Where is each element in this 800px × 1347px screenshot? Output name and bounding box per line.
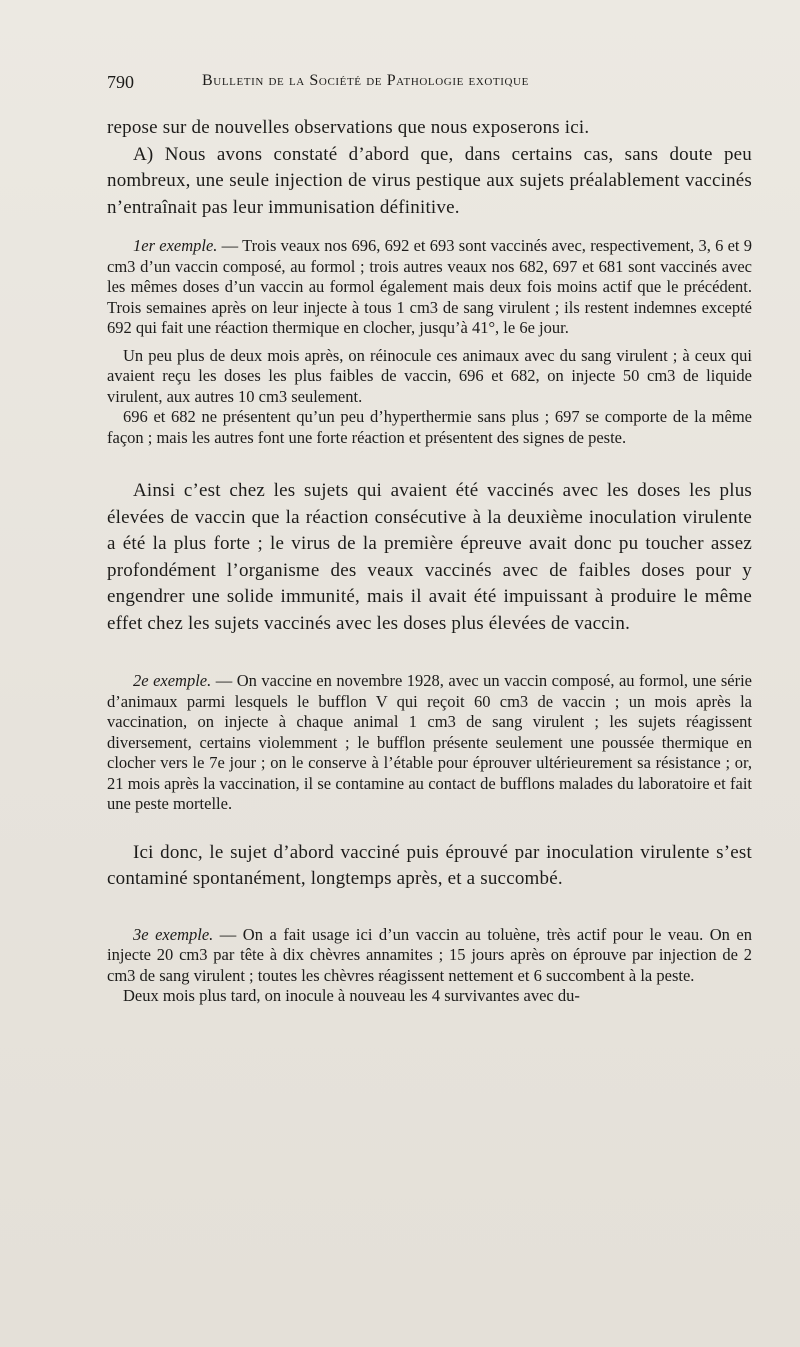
page-number: 790 [107,72,134,92]
interpretation-paragraph: Ainsi c’est chez les sujets qui avaient été vaccinés avec les doses les plus élevées de vaccin que la réaction consécutive à la deuxième inoculation virulente a été la plus forte ; le virus de la première épreuve avait donc pu toucher assez profondément l’organisme des veaux vaccinés avec de faibles doses pour y engendrer une solide immunité, mais il avait été impuissant à produire le même effet chez les sujets vaccinés avec les doses plus élevées de vaccin. [107,480,752,634]
page-content [107,115,752,1007]
example-1-second-paragraph: Un peu plus de deux mois après, on réinocule ces animaux avec du sang virulent ; à ceux qui avaient reçu les doses les plus faibles de vaccin, 696 et 682, on injecte 50 cm3 de liquide virulent, aux autres 10 cm3 seulement. [107,345,752,406]
example-2-paragraph [107,671,752,815]
running-header [107,72,757,96]
example-1-label: 1er exemple. [133,236,218,255]
example-1-paragraph [107,236,752,339]
section-a-paragraph: A) Nous avons constaté d’abord que, dans certains cas, sans doute peu nombreux, une seule injection de virus pestique aux sujets préalablement vaccinés n’entraînait pas leur immunisation définitive. [107,143,752,218]
example-3-second-paragraph: Deux mois plus tard, on inocule à nouveau les 4 survivantes avec du- [123,986,580,1005]
example-1-text: — Trois veaux nos 696, 692 et 693 sont vaccinés avec, respectivement, 3, 6 et 9 cm3 d’un vaccin composé, au formol ; trois autres veaux nos 682, 697 et 681 sont vaccinés avec les mêmes doses d’un vaccin au formol également mais deux fois moins actif que le précédent. Trois semaines après on leur injecte à tous 1 cm3 de sang virulent ; ils restent indemnes excepté 692 qui fait une réaction thermique en clocher, jusqu’à 41°, le 6e jour. [107,236,752,337]
journal-title: Bulletin de la Société de Pathologie exotique [202,72,529,89]
opening-line: repose sur de nouvelles observations que nous exposerons ici. [107,117,590,138]
conclusion-paragraph: Ici donc, le sujet d’abord vacciné puis éprouvé par inoculation virulente s’est contaminé spontanément, longtemps après, et a succombé. [107,841,752,889]
example-3-label: 3e exemple. [133,924,214,944]
example-1-third-paragraph: 696 et 682 ne présentent qu’un peu d’hyperthermie sans plus ; 697 se comporte de la même façon ; mais les autres font une forte réaction et présentent des signes de peste. [107,407,752,447]
example-3-text: — On a fait usage ici d’un vaccin au toluène, très actif pour le veau. On en injecte 20 cm3 par tête à dix chèvres annamites ; 15 jours après on éprouve par injection de 2 cm3 de sang virulent ; toutes les chèvres réagissent nettement et 6 succombent à la peste. [107,924,752,985]
example-3-paragraph [107,925,752,987]
example-2-label: 2e exemple. [133,671,212,690]
example-2-text: — On vaccine en novembre 1928, avec un vaccin composé, au formol, une série d’animaux parmi lesquels le bufflon V qui reçoit 60 cm3 de vaccin ; un mois après la vaccination, on injecte à chaque animal 1 cm3 de sang virulent ; les sujets réagissent diversement, certains violemment ; le bufflon présente seulement une poussée thermique en clocher vers le 7e jour ; on le conserve à l’étable pour éprouver ultérieurement sa résistance ; or, 21 mois après la vaccination, il se contamine au contact de bufflons malades du laboratoire et fait une peste mortelle. [107,671,752,813]
